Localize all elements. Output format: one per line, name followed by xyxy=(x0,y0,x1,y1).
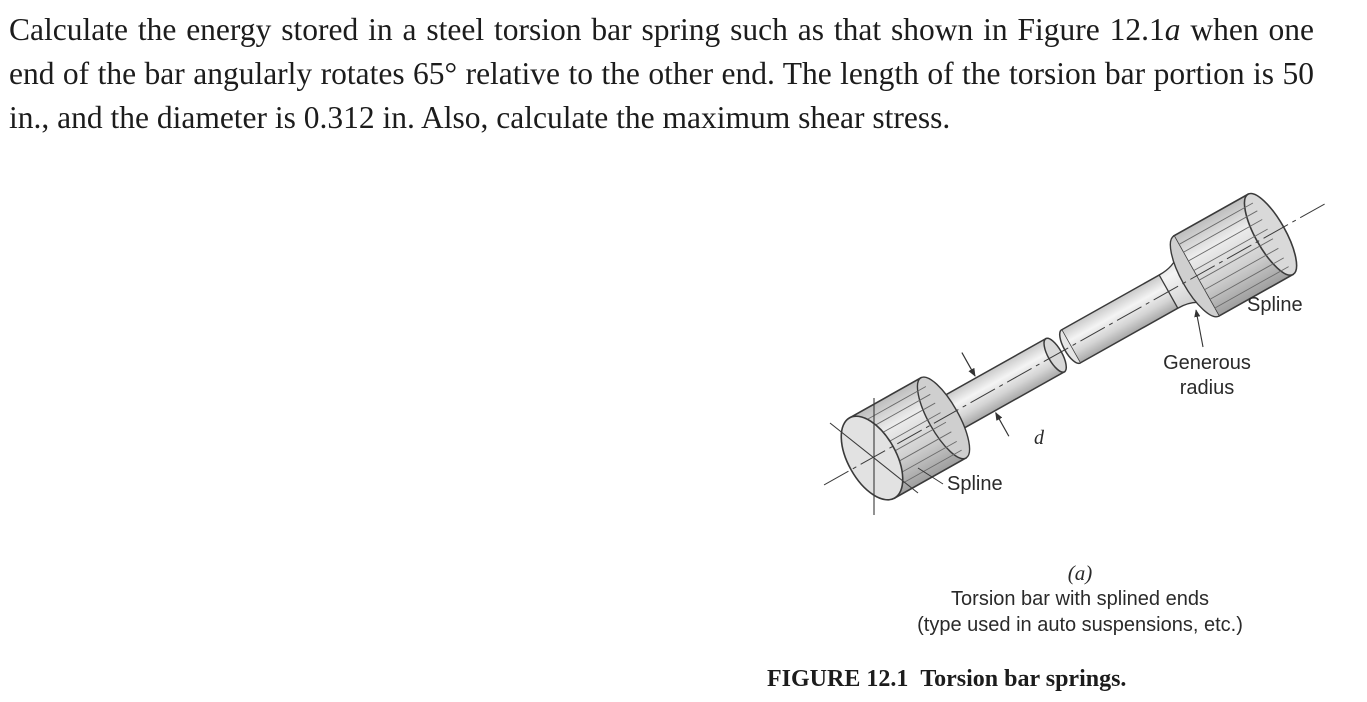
problem-text-start: Calculate the energy stored in a steel torsion bar spring such as that shown in Figure 12.1 xyxy=(9,12,1165,47)
caption-part-label: (a) xyxy=(1067,561,1093,585)
figure-title-text: Torsion bar springs. xyxy=(920,666,1127,692)
label-generous-radius xyxy=(1157,351,1257,401)
figure-number: FIGURE 12.1 xyxy=(767,666,909,692)
figure-title xyxy=(767,666,1126,693)
label-diameter-d: d xyxy=(1034,427,1044,449)
label-spline-left: Spline xyxy=(947,473,1003,495)
bar-centerline xyxy=(824,204,1325,485)
diameter-arrow-top xyxy=(962,353,975,377)
diameter-arrow-bottom xyxy=(996,413,1009,437)
label-radius: radius xyxy=(1179,377,1235,399)
problem-text-end: when one end of the bar angularly rotates 65° relative to the other end. The length of the torsion bar portion is 50 in., and the diameter is 0.312 in. Also, calculate the maximum shear stress. xyxy=(9,12,1315,135)
label-generous: Generous xyxy=(1163,352,1251,374)
caption-line-2: (type used in auto suspensions, etc.) xyxy=(917,614,1243,636)
figure-caption xyxy=(870,560,1290,638)
generous-radius-leader xyxy=(1196,310,1203,347)
label-spline-right: Spline xyxy=(1247,294,1303,316)
figure-ref-part: a xyxy=(1164,12,1181,47)
caption-line-1: Torsion bar with splined ends xyxy=(951,588,1209,610)
torsion-bar-drawing xyxy=(801,162,1349,527)
